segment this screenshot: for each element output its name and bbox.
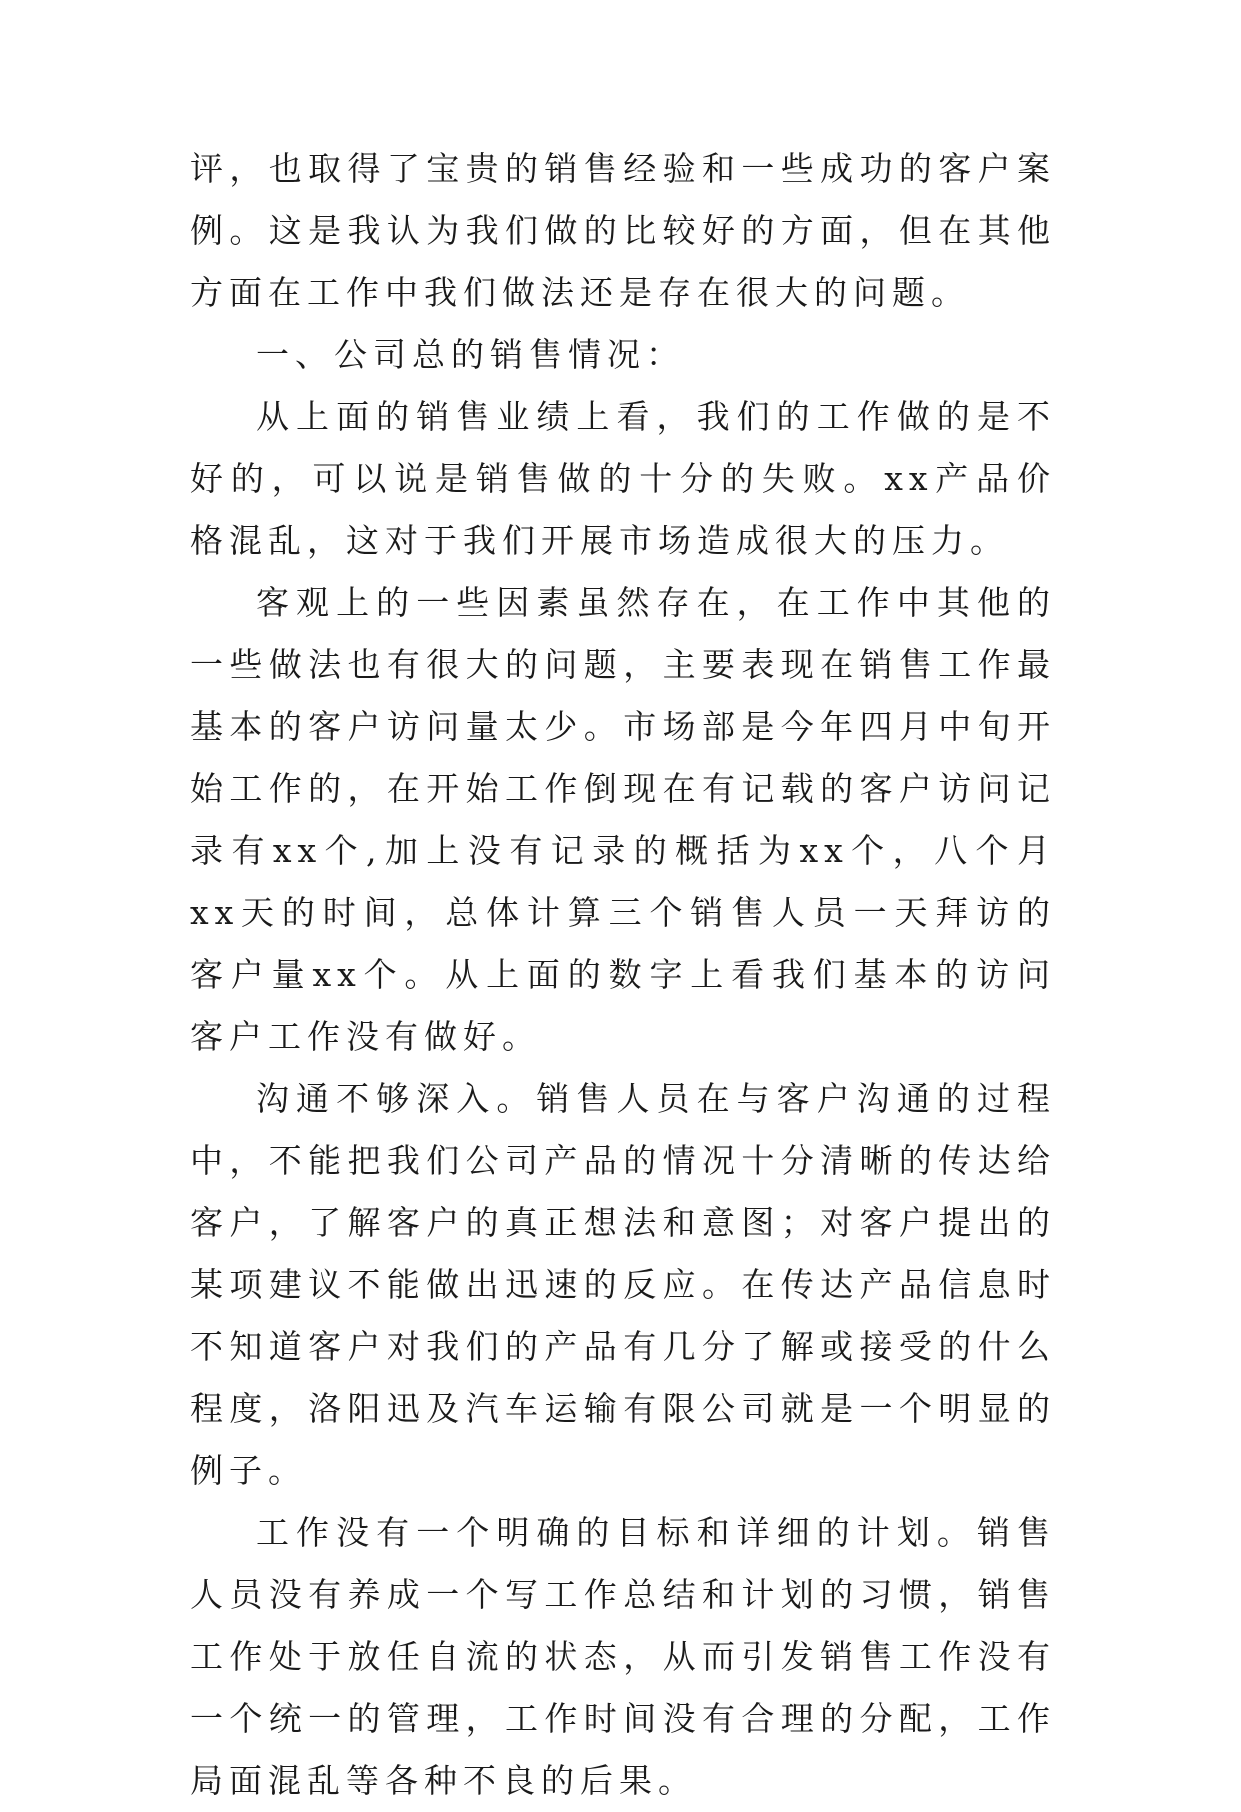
paragraph-planning: 工作没有一个明确的目标和详细的计划。销售人员没有养成一个写工作总结和计划的习惯，销售工作处于放任自流的状态，从而引发销售工作没有一个统一的管理，工作时间没有合理的分配，工作局面混乱等各种不良的后果。 (190, 1513, 1056, 1800)
document-page (190, 138, 1056, 1812)
paragraph-sales-performance: 从上面的销售业绩上看，我们的工作做的是不好的，可以说是销售做的十分的失败。xx产品价格混乱，这对于我们开展市场造成很大的压力。 (190, 397, 1056, 560)
section-heading: 一、公司总的销售情况： (256, 335, 685, 374)
paragraph-visit-volume: 客观上的一些因素虽然存在，在工作中其他的一些做法也有很大的问题，主要表现在销售工作最基本的客户访问量太少。市场部是今年四月中旬开始工作的，在开始工作倒现在有记载的客户访问记录有xx个,加上没有记录的概括为xx个，八个月xx天的时间，总体计算三个销售人员一天拜访的客户量xx个。从上面的数字上看我们基本的访问客户工作没有做好。 (190, 583, 1056, 1056)
paragraph-communication: 沟通不够深入。销售人员在与客户沟通的过程中，不能把我们公司产品的情况十分清晰的传达给客户，了解客户的真正想法和意图；对客户提出的某项建议不能做出迅速的反应。在传达产品信息时不知道客户对我们的产品有几分了解或接受的什么程度，洛阳迅及汽车运输有限公司就是一个明显的例子。 (190, 1079, 1056, 1490)
paragraph-continued: 评，也取得了宝贵的销售经验和一些成功的客户案例。这是我认为我们做的比较好的方面，但在其他方面在工作中我们做法还是存在很大的问题。 (190, 149, 1056, 312)
